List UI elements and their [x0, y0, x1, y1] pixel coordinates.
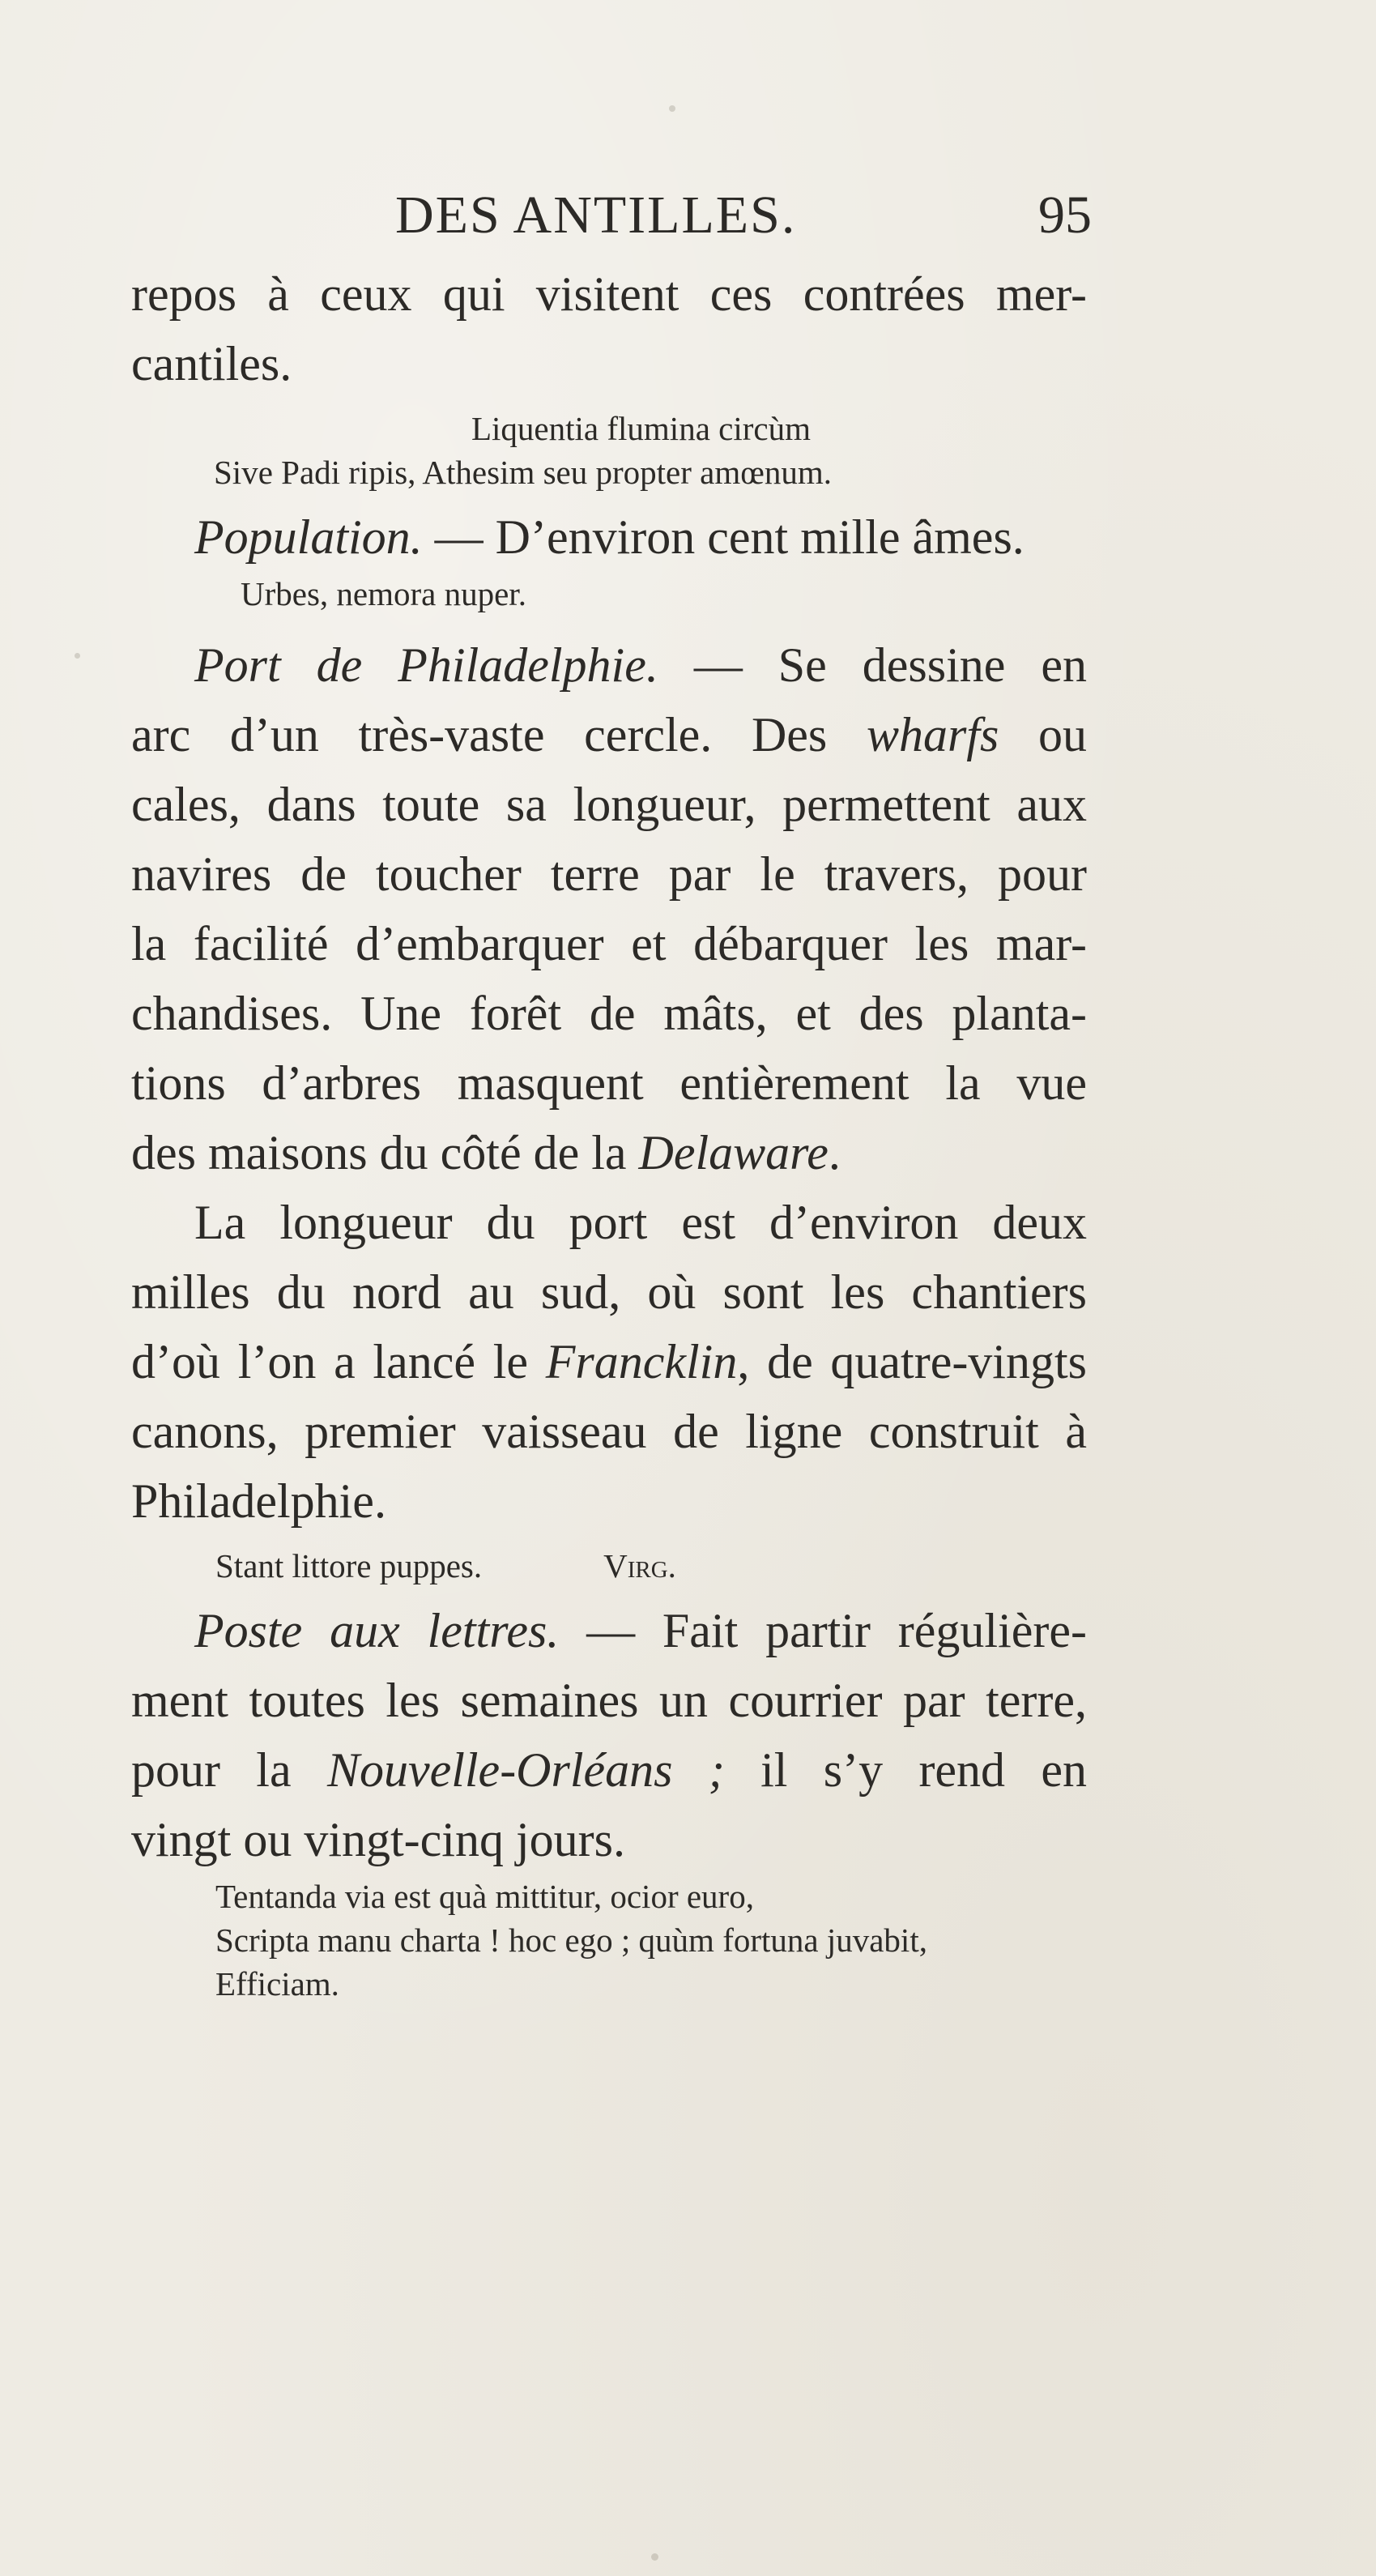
text-span: des maisons du côté de la: [131, 1126, 639, 1179]
text-span: .: [828, 1126, 841, 1179]
text-line: tions d’arbres masquent entièrement la vue: [131, 1056, 1087, 1110]
verse-line: Tentanda via est quà mittitur, ocior euro,: [215, 1878, 754, 1915]
text-span: — Se dessine en: [658, 638, 1087, 692]
paper-speck: [651, 2553, 658, 2561]
population-paragraph: [131, 502, 1087, 572]
text-line: navires de toucher terre par le travers, pour: [131, 847, 1087, 901]
text-span-italic: wharfs: [866, 708, 999, 761]
text-line: canons, premier vaisseau de ligne construit à: [131, 1405, 1087, 1458]
verse-line: Urbes, nemora nuper.: [241, 575, 526, 612]
running-title: DES ANTILLES.: [395, 186, 797, 245]
text-span: arc d’un très-vaste cercle. Des: [131, 708, 867, 761]
text-span: — Fait partir régulière-: [559, 1604, 1087, 1657]
text-span-italic: Francklin: [545, 1335, 738, 1388]
text-line: [131, 630, 1087, 700]
text-span-italic: Nouvelle-Orléans ;: [326, 1743, 725, 1797]
text-span: pour la: [131, 1743, 327, 1797]
text-span: ou: [999, 708, 1087, 761]
text-span: , de quatre-vingts: [737, 1335, 1087, 1388]
text-line: vingt ou vingt-cinq jours.: [131, 1813, 625, 1866]
text-line: chandises. Une forêt de mâts, et des planta-: [131, 987, 1087, 1040]
section-heading: Poste aux lettres.: [194, 1604, 560, 1657]
text-line: cantiles.: [131, 337, 292, 390]
text-line: [131, 1735, 1087, 1805]
text-line: repos à ceux qui visitent ces contrées mer-: [131, 267, 1087, 321]
verse-text: Stant littore puppes.: [215, 1547, 483, 1584]
text-span: d’où l’on a lancé le: [131, 1335, 546, 1388]
page-number: 95: [1038, 186, 1092, 245]
text-line: [131, 1327, 1087, 1397]
verse-line: Sive Padi ripis, Athesim seu propter amœnum.: [214, 454, 832, 491]
text-line: cales, dans toute sa longueur, permettent aux: [131, 778, 1087, 831]
verse-line: Efficiam.: [215, 1965, 339, 2002]
paper-speck: [669, 105, 675, 112]
text-line: la facilité d’embarquer et débarquer les mar-: [131, 917, 1087, 970]
text-line: ment toutes les semaines un courrier par terre,: [131, 1674, 1087, 1727]
section-heading: Population.: [194, 510, 423, 564]
page-body: [131, 259, 1087, 2006]
verse-line: [131, 1544, 1087, 1588]
section-heading: Port de Philadelphie.: [194, 638, 658, 692]
paper-speck: [75, 653, 80, 659]
text-line: milles du nord au sud, où sont les chantiers: [131, 1265, 1087, 1319]
verse-line: Liquentia flumina circùm: [471, 410, 811, 447]
running-header: [395, 185, 1092, 258]
text-line: [131, 1596, 1087, 1665]
text-line: La longueur du port est d’environ deux: [194, 1196, 1087, 1249]
verse-author: Virg.: [603, 1547, 676, 1584]
text-line: [131, 1118, 1087, 1188]
verse-line: Scripta manu charta ! hoc ego ; quùm fortuna juvabit,: [215, 1921, 927, 1959]
text-span: — D’environ cent mille âmes.: [422, 510, 1025, 564]
text-span: il s’y rend en: [724, 1743, 1087, 1797]
text-span-italic: Delaware: [638, 1126, 829, 1179]
text-line: Philadelphie.: [131, 1474, 386, 1528]
text-line: [131, 700, 1087, 770]
